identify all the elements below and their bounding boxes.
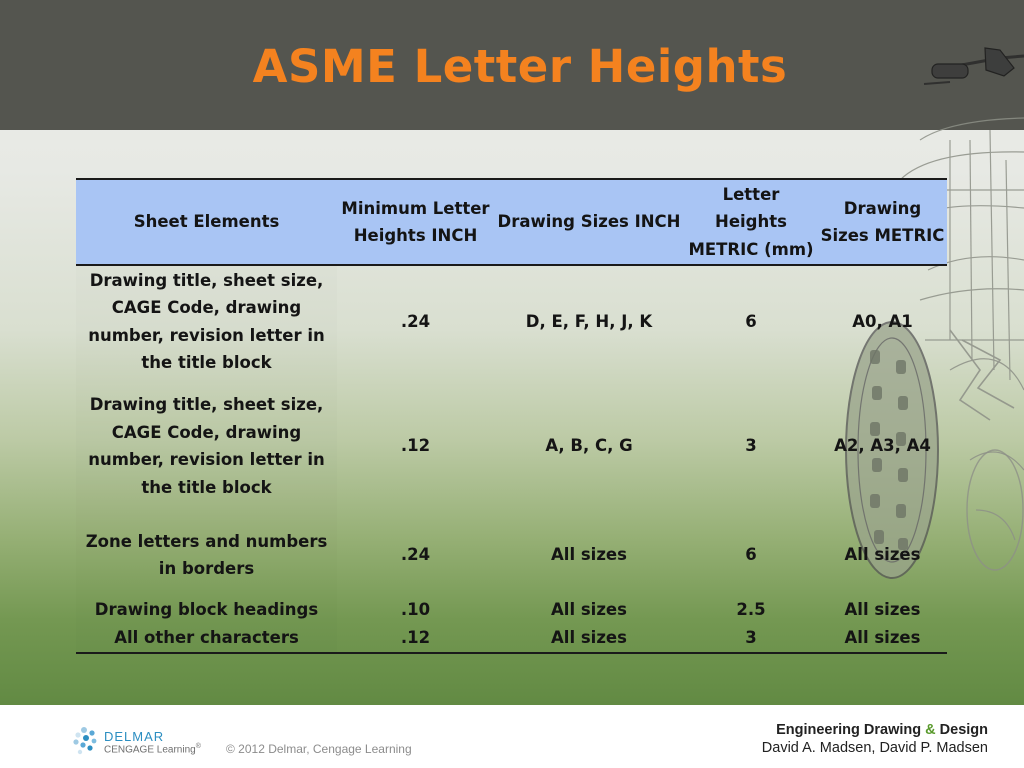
cell-height-metric: 2.5 xyxy=(736,599,766,619)
table-row xyxy=(76,515,947,595)
table-row xyxy=(76,265,947,377)
cell-sheet-element: Drawing title, sheet size, CAGE Code, drawing number, revision letter in the title block xyxy=(88,270,325,372)
cell-height-metric: 6 xyxy=(745,311,757,331)
book-title xyxy=(762,722,988,738)
header-drawing-sizes-inch: Drawing Sizes INCH xyxy=(497,212,681,232)
header-drawing-sizes-metric: Drawing Sizes METRIC xyxy=(820,198,945,245)
brand-cengage-text: CENGAGE Learning xyxy=(104,744,196,756)
cell-sizes-metric: All sizes xyxy=(844,628,921,648)
book-authors: David A. Madsen, David P. Madsen xyxy=(761,740,988,756)
cell-sizes-metric: All sizes xyxy=(844,545,921,565)
slide-title: ASME Letter Heights xyxy=(252,40,788,93)
cell-height-metric: 3 xyxy=(745,436,757,456)
header-letter-heights-metric: Letter Heights METRIC (mm) xyxy=(688,184,814,259)
cell-min-height-inch: .24 xyxy=(400,545,431,565)
table-row xyxy=(76,595,947,624)
cell-sheet-element: Zone letters and numbers in borders xyxy=(85,531,328,578)
cell-min-height-inch: .10 xyxy=(400,599,431,619)
delmar-dots-logo-icon xyxy=(70,726,102,756)
cell-sizes-inch: All sizes xyxy=(551,628,627,648)
cell-sheet-element: Drawing title, sheet size, CAGE Code, drawing number, revision letter in the title block xyxy=(88,395,325,497)
book-title-part1: Engineering Drawing xyxy=(776,722,926,738)
letter-heights-table xyxy=(76,178,947,654)
header-min-letter-heights-inch: Minimum Letter Heights INCH xyxy=(341,198,490,245)
table-row xyxy=(76,377,947,515)
cell-sizes-metric: A0, A1 xyxy=(852,311,913,331)
cell-sheet-element: All other characters xyxy=(114,628,299,648)
cell-sizes-metric: A2, A3, A4 xyxy=(834,436,931,456)
cell-min-height-inch: .24 xyxy=(400,311,431,331)
cell-height-metric: 3 xyxy=(745,628,757,648)
copyright-text: © 2012 Delmar, Cengage Learning xyxy=(226,742,412,756)
cell-height-metric: 6 xyxy=(745,545,757,565)
cell-sizes-inch: A, B, C, G xyxy=(545,436,633,456)
header-sheet-elements: Sheet Elements xyxy=(133,212,280,232)
book-credit xyxy=(762,722,988,756)
cell-min-height-inch: .12 xyxy=(400,628,431,648)
cell-sizes-inch: All sizes xyxy=(551,599,627,619)
cell-sizes-metric: All sizes xyxy=(844,599,921,619)
table-header-row xyxy=(76,179,947,265)
brand-delmar: DELMAR xyxy=(104,729,165,744)
cell-min-height-inch: .12 xyxy=(400,436,431,456)
table-row xyxy=(76,624,947,653)
book-title-part2: Design xyxy=(935,722,988,738)
cell-sizes-inch: D, E, F, H, J, K xyxy=(525,311,653,331)
cell-sheet-element: Drawing block headings xyxy=(94,599,319,619)
trademark-symbol: ® xyxy=(195,743,201,750)
cell-sizes-inch: All sizes xyxy=(551,545,627,565)
book-title-ampersand: & xyxy=(925,722,936,738)
brand-cengage xyxy=(104,743,201,755)
